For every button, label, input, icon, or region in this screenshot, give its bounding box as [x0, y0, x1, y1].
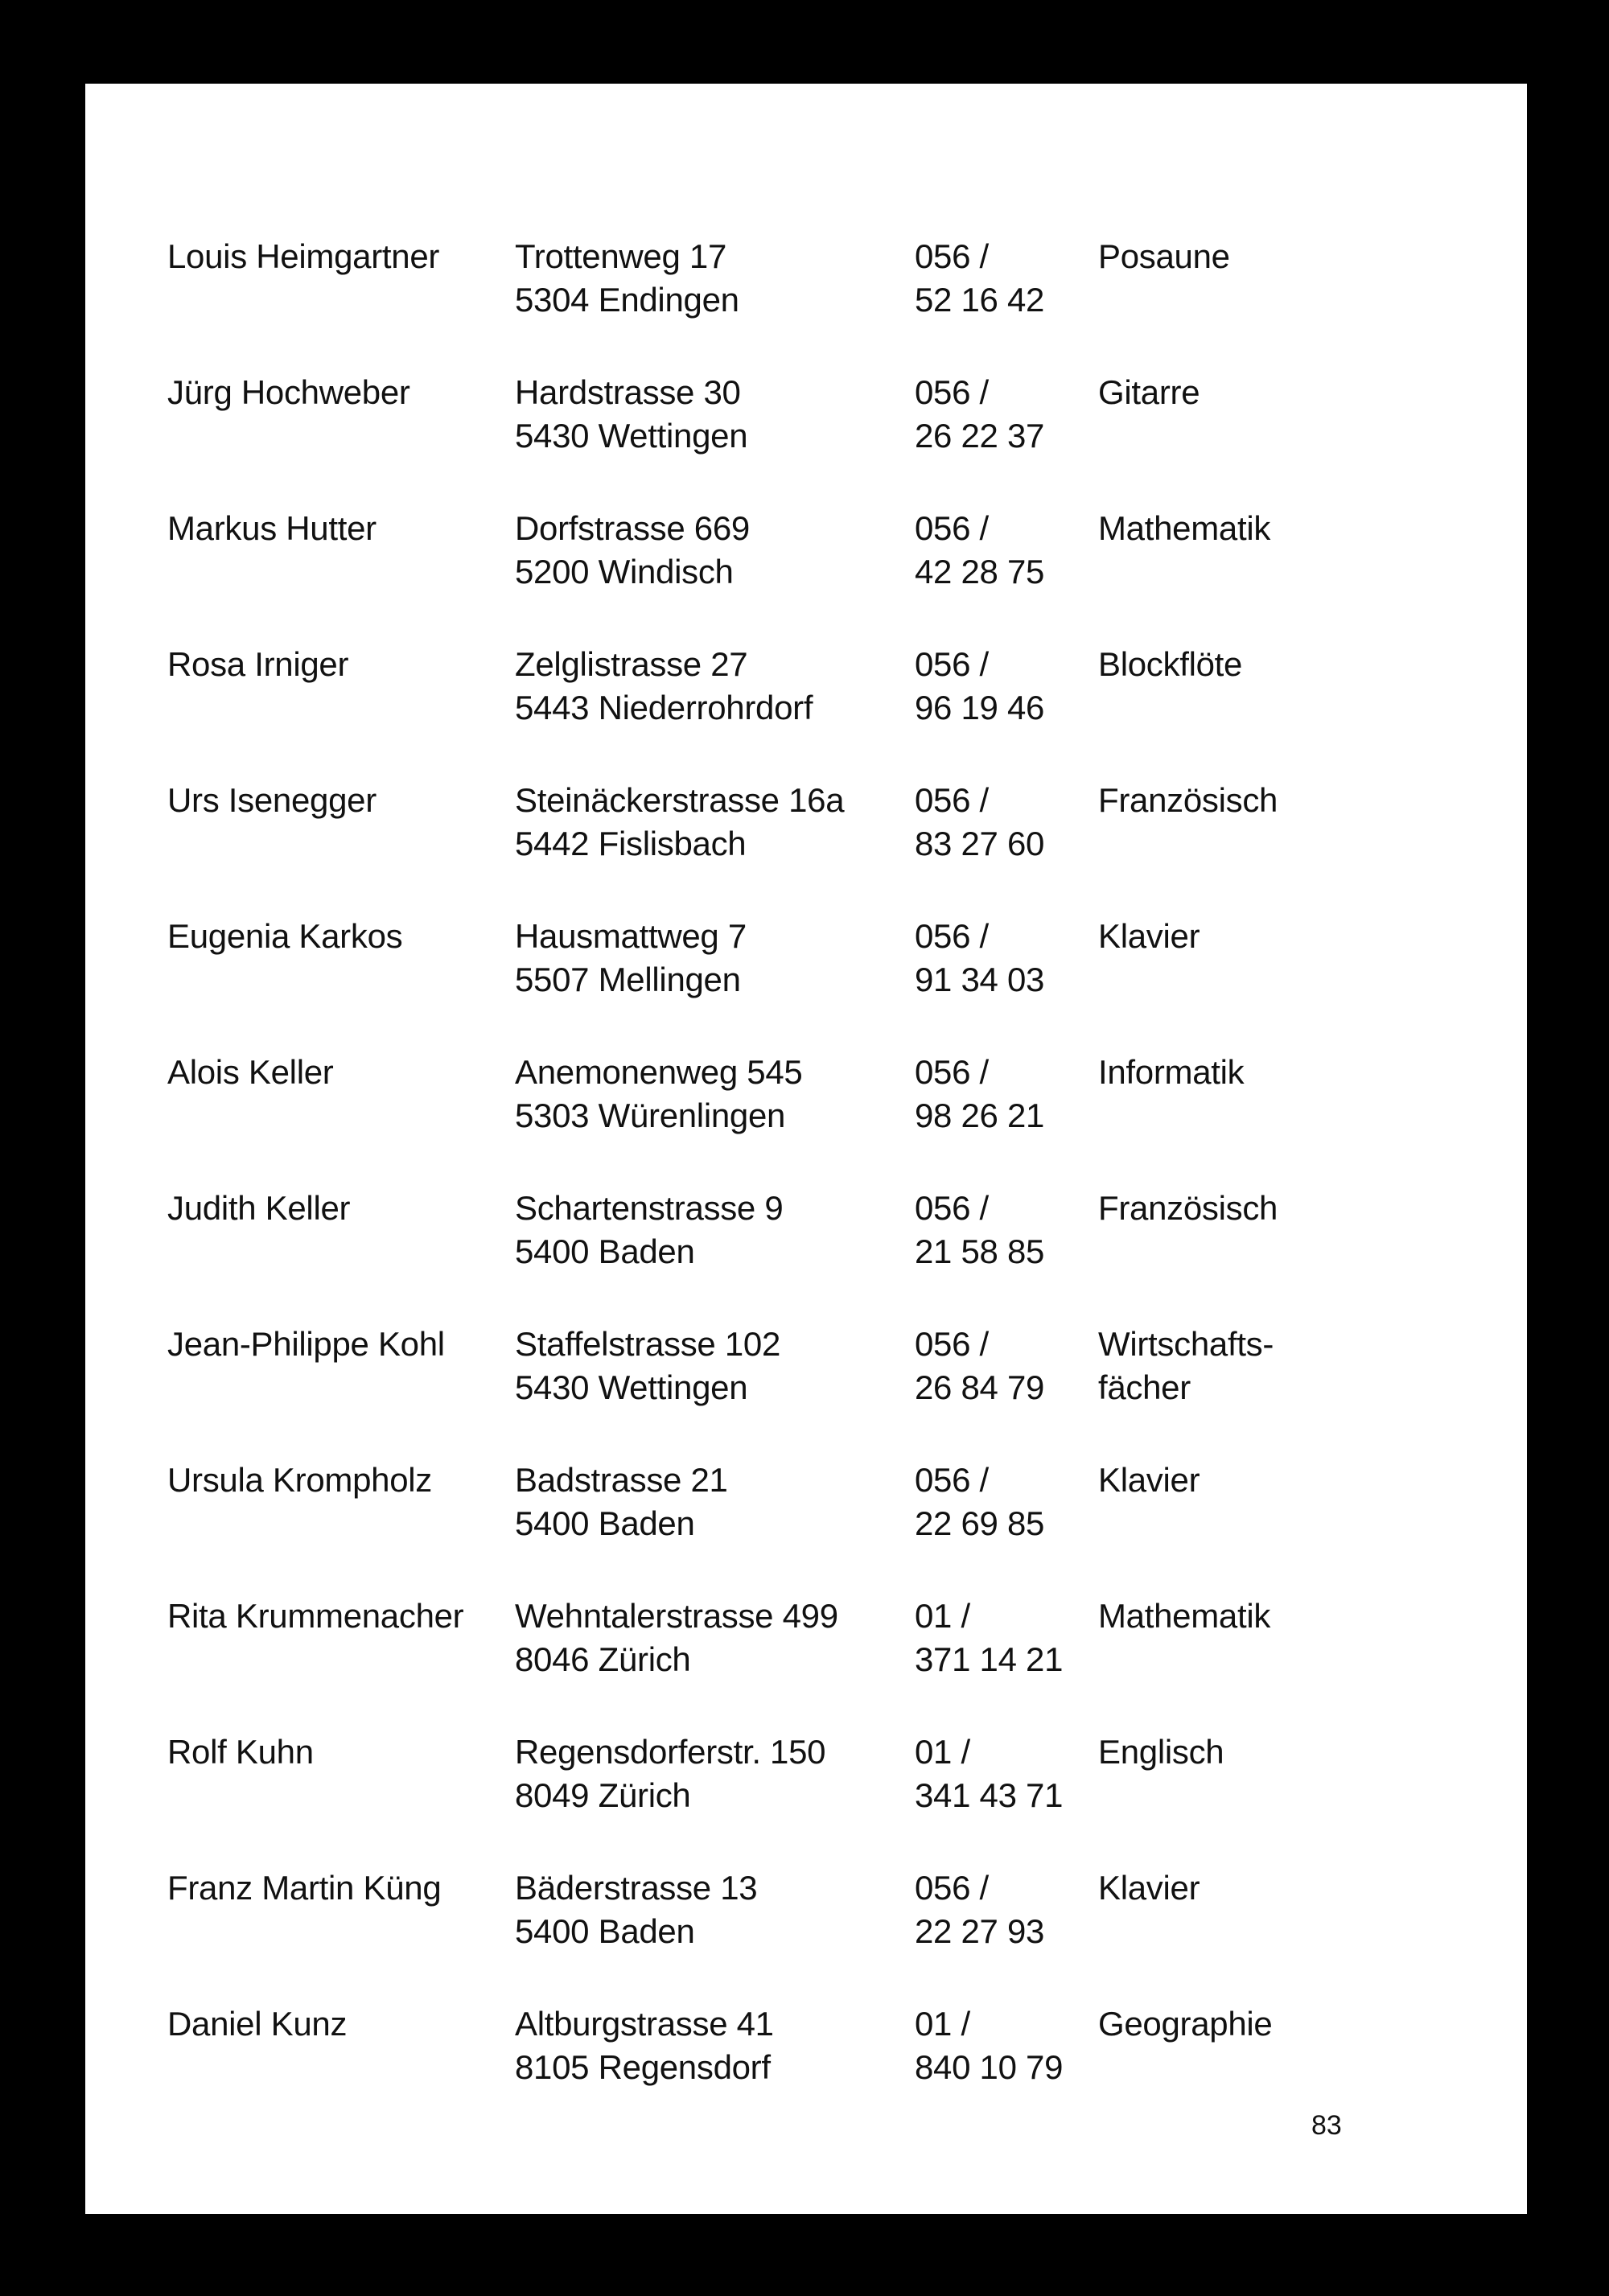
entry-name-cell	[167, 643, 348, 686]
entry-street: Hardstrasse 30	[515, 373, 741, 411]
entry-address-cell	[515, 507, 750, 594]
directory-entry	[167, 235, 1455, 371]
entry-area-code: 056 /	[915, 917, 989, 955]
entry-address-cell	[515, 643, 813, 730]
entry-phone: 91 34 03	[915, 961, 1045, 998]
entry-phone-cell	[915, 371, 1044, 458]
entry-name: Rosa Irniger	[167, 645, 349, 683]
entry-phone-cell	[915, 507, 1044, 594]
entry-name-cell	[167, 1459, 432, 1502]
entry-address-cell	[515, 1459, 728, 1545]
entry-street: Altburgstrasse 41	[515, 2005, 774, 2043]
entry-name: Ursula Krompholz	[167, 1461, 432, 1499]
directory-entry	[167, 1730, 1455, 1866]
entry-address-cell	[515, 1866, 757, 1953]
entry-area-code: 056 /	[915, 781, 989, 819]
entry-phone-cell	[915, 779, 1044, 866]
entry-name: Jürg Hochweber	[167, 373, 410, 411]
entry-city: 5430 Wettingen	[515, 1368, 748, 1406]
entry-subject: Klavier	[1098, 1461, 1200, 1499]
entry-name-cell	[167, 779, 377, 822]
page-number: 83	[1311, 2110, 1342, 2141]
entry-phone-cell	[915, 235, 1044, 322]
entry-address-cell	[515, 1051, 802, 1138]
entry-subject-cell	[1098, 1459, 1200, 1502]
entry-area-code: 056 /	[915, 1869, 989, 1907]
entry-city: 8105 Regensdorf	[515, 2048, 771, 2086]
entry-name-cell	[167, 1187, 350, 1230]
entry-subject: Wirtschafts-	[1098, 1325, 1274, 1363]
entry-phone: 341 43 71	[915, 1776, 1064, 1814]
document-page	[85, 84, 1527, 2214]
entry-subject: Gitarre	[1098, 373, 1200, 411]
entry-subject-cell	[1098, 1730, 1224, 1774]
entry-phone: 96 19 46	[915, 689, 1045, 726]
entry-name: Judith Keller	[167, 1189, 351, 1227]
entry-area-code: 056 /	[915, 1053, 989, 1091]
entry-phone: 21 58 85	[915, 1232, 1045, 1270]
entry-subject-cell	[1098, 371, 1200, 414]
entry-area-code: 056 /	[915, 645, 989, 683]
entry-name: Franz Martin Küng	[167, 1869, 442, 1907]
entry-city: 5400 Baden	[515, 1504, 695, 1542]
entry-name-cell	[167, 235, 439, 278]
entry-subject: Geographie	[1098, 2005, 1273, 2043]
entry-name: Eugenia Karkos	[167, 917, 403, 955]
entry-area-code: 056 /	[915, 509, 989, 547]
entry-phone: 52 16 42	[915, 281, 1045, 319]
entry-street: Zelglistrasse 27	[515, 645, 748, 683]
entry-subject: Blockflöte	[1098, 645, 1243, 683]
entry-area-code: 056 /	[915, 1325, 989, 1363]
entry-subject-cell	[1098, 507, 1270, 550]
entry-address-cell	[515, 1187, 783, 1273]
entry-name-cell	[167, 1051, 333, 1094]
entry-subject: Informatik	[1098, 1053, 1245, 1091]
entry-area-code: 056 /	[915, 373, 989, 411]
directory-entry	[167, 507, 1455, 643]
entry-street: Bäderstrasse 13	[515, 1869, 758, 1907]
entry-subject: Posaune	[1098, 237, 1230, 275]
entry-street: Badstrasse 21	[515, 1461, 728, 1499]
entry-phone-cell	[915, 1323, 1044, 1409]
entry-address-cell	[515, 915, 747, 1002]
entry-city: 5200 Windisch	[515, 553, 734, 590]
entry-city: 5442 Fislisbach	[515, 825, 747, 862]
entry-phone: 42 28 75	[915, 553, 1045, 590]
entry-street: Wehntalerstrasse 499	[515, 1597, 838, 1635]
entry-area-code: 01 /	[915, 2005, 970, 2043]
entry-name: Daniel Kunz	[167, 2005, 348, 2043]
entry-phone-cell	[915, 915, 1044, 1002]
directory-list	[167, 235, 1455, 2138]
directory-entry	[167, 915, 1455, 1051]
entry-phone: 26 22 37	[915, 417, 1045, 455]
entry-address-cell	[515, 235, 739, 322]
entry-subject: Klavier	[1098, 917, 1200, 955]
entry-subject-cell	[1098, 1594, 1270, 1638]
entry-subject-cell	[1098, 779, 1278, 822]
entry-phone-cell	[915, 643, 1044, 730]
entry-address-cell	[515, 1730, 825, 1817]
entry-subject-cell	[1098, 2002, 1273, 2046]
entry-address-cell	[515, 1594, 838, 1681]
entry-phone: 371 14 21	[915, 1640, 1064, 1678]
directory-entry	[167, 643, 1455, 779]
entry-city: 5430 Wettingen	[515, 417, 748, 455]
entry-phone: 26 84 79	[915, 1368, 1045, 1406]
entry-city: 5304 Endingen	[515, 281, 739, 319]
entry-subject: Französisch	[1098, 781, 1278, 819]
entry-street: Schartenstrasse 9	[515, 1189, 784, 1227]
entry-phone-cell	[915, 1730, 1063, 1817]
entry-subject-cell	[1098, 1323, 1274, 1409]
entry-name-cell	[167, 1323, 445, 1366]
entry-area-code: 01 /	[915, 1733, 970, 1771]
entry-street: Anemonenweg 545	[515, 1053, 803, 1091]
directory-entry	[167, 371, 1455, 507]
entry-name-cell	[167, 1594, 463, 1638]
entry-name-cell	[167, 915, 402, 958]
entry-name: Jean-Philippe Kohl	[167, 1325, 445, 1363]
entry-subject-cell	[1098, 643, 1242, 686]
entry-subject-cell	[1098, 1051, 1244, 1094]
directory-entry	[167, 1594, 1455, 1730]
entry-subject: fächer	[1098, 1368, 1191, 1406]
entry-phone-cell	[915, 1866, 1044, 1953]
entry-street: Staffelstrasse 102	[515, 1325, 781, 1363]
entry-name: Urs Isenegger	[167, 781, 377, 819]
entry-name: Rita Krummenacher	[167, 1597, 464, 1635]
entry-area-code: 01 /	[915, 1597, 970, 1635]
entry-phone-cell	[915, 1187, 1044, 1273]
entry-city: 5443 Niederrohrdorf	[515, 689, 813, 726]
entry-phone: 98 26 21	[915, 1097, 1045, 1134]
directory-entry	[167, 2002, 1455, 2138]
entry-address-cell	[515, 1323, 780, 1409]
directory-entry	[167, 1051, 1455, 1187]
entry-name: Markus Hutter	[167, 509, 377, 547]
directory-entry	[167, 1866, 1455, 2002]
entry-subject-cell	[1098, 915, 1200, 958]
entry-address-cell	[515, 371, 747, 458]
entry-phone: 83 27 60	[915, 825, 1045, 862]
entry-phone-cell	[915, 1051, 1044, 1138]
entry-address-cell	[515, 2002, 774, 2089]
entry-street: Steinäckerstrasse 16a	[515, 781, 845, 819]
entry-subject-cell	[1098, 235, 1230, 278]
entry-city: 5400 Baden	[515, 1912, 695, 1950]
entry-phone-cell	[915, 1459, 1044, 1545]
entry-street: Trottenweg 17	[515, 237, 727, 275]
entry-subject: Klavier	[1098, 1869, 1200, 1907]
entry-name: Louis Heimgartner	[167, 237, 440, 275]
entry-phone-cell	[915, 1594, 1063, 1681]
entry-name-cell	[167, 507, 377, 550]
entry-subject: Mathematik	[1098, 509, 1271, 547]
entry-city: 8046 Zürich	[515, 1640, 691, 1678]
entry-address-cell	[515, 779, 844, 866]
entry-name-cell	[167, 2002, 347, 2046]
directory-entry	[167, 1459, 1455, 1594]
entry-city: 5303 Würenlingen	[515, 1097, 786, 1134]
directory-entry	[167, 779, 1455, 915]
entry-area-code: 056 /	[915, 237, 989, 275]
entry-subject-cell	[1098, 1866, 1200, 1910]
entry-area-code: 056 /	[915, 1189, 989, 1227]
entry-phone: 22 69 85	[915, 1504, 1045, 1542]
entry-phone: 840 10 79	[915, 2048, 1064, 2086]
entry-subject: Französisch	[1098, 1189, 1278, 1227]
entry-name-cell	[167, 1730, 314, 1774]
entry-subject: Englisch	[1098, 1733, 1224, 1771]
directory-entry	[167, 1323, 1455, 1459]
entry-name-cell	[167, 1866, 441, 1910]
entry-subject: Mathematik	[1098, 1597, 1271, 1635]
entry-name-cell	[167, 371, 410, 414]
entry-city: 8049 Zürich	[515, 1776, 691, 1814]
entry-street: Hausmattweg 7	[515, 917, 747, 955]
entry-city: 5507 Mellingen	[515, 961, 741, 998]
entry-street: Regensdorferstr. 150	[515, 1733, 826, 1771]
entry-phone: 22 27 93	[915, 1912, 1045, 1950]
entry-name: Rolf Kuhn	[167, 1733, 314, 1771]
entry-city: 5400 Baden	[515, 1232, 695, 1270]
entry-name: Alois Keller	[167, 1053, 334, 1091]
entry-area-code: 056 /	[915, 1461, 989, 1499]
entry-street: Dorfstrasse 669	[515, 509, 750, 547]
directory-entry	[167, 1187, 1455, 1323]
entry-phone-cell	[915, 2002, 1063, 2089]
entry-subject-cell	[1098, 1187, 1278, 1230]
